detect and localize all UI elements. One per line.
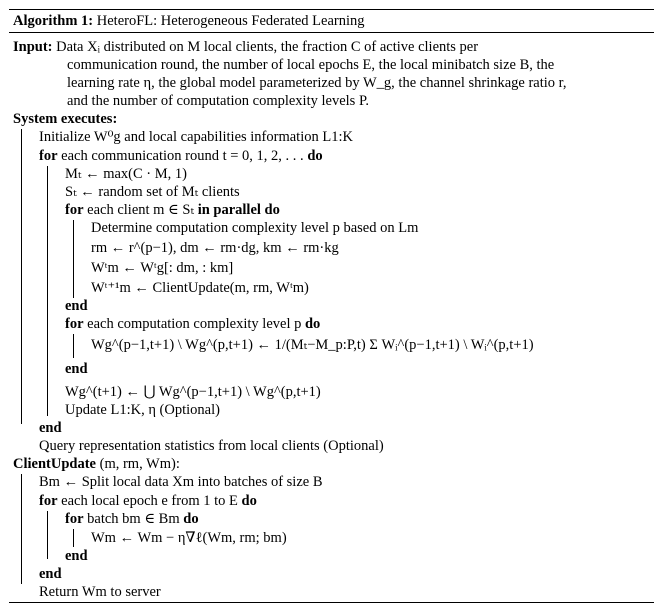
level-block-bar (73, 334, 74, 358)
end-batch-loop: end (65, 548, 88, 564)
input-line-1 (13, 38, 478, 56)
kw-do: do (307, 148, 323, 164)
line-gradient-step: Wm ← Wm − η∇ℓ(Wm, rm; bm) (91, 530, 287, 546)
for-round-text: each communication round t = 0, 1, 2, . . . (57, 148, 308, 164)
line-union: Wg^(t+1) ← ⋃ Wg^(p−1,t+1) \ Wg^(p,t+1) (65, 384, 321, 400)
algorithm-header (9, 10, 654, 33)
input-line-2: communication round, the number of local epochs E, the local minibatch size B, the (67, 57, 555, 73)
kw-in-parallel: in parallel do (197, 202, 280, 218)
line-aggregate: Wg^(p−1,t+1) \ Wg^(p,t+1) ← 1/(Mₜ−M_p:P,t) Σ Wᵢ^(p−1,t+1) \ Wᵢ^(p,t+1) (91, 337, 534, 353)
line-initialize: Initialize W⁰g and local capabilities information L1:K (39, 129, 353, 145)
line-st: Sₜ ← random set of Mₜ clients (65, 184, 240, 200)
algorithm-box (9, 9, 654, 603)
algorithm-title: HeteroFL: Heterogeneous Federated Learning (96, 13, 365, 29)
end-level-loop: end (65, 361, 88, 377)
epoch-block-bar (47, 511, 48, 559)
end-round-loop: end (39, 420, 62, 436)
client-update-signature: (m, rm, Wm): (95, 456, 180, 472)
line-query-stats: Query representation statistics from local clients (Optional) (39, 438, 384, 454)
line-client-update: Wᵗ⁺¹m ← ClientUpdate(m, rm, Wᵗm) (91, 280, 309, 296)
line-wm-slice: Wᵗm ← Wᵗg[: dm, : km] (91, 260, 234, 276)
kw-do-epoch: do (241, 493, 257, 509)
kw-for: for (39, 148, 58, 164)
end-client-loop: end (65, 298, 88, 314)
kw-for-batch: for (65, 511, 84, 527)
client-update-header (13, 455, 180, 473)
algorithm-number: Algorithm 1: (13, 13, 94, 29)
kw-for-epoch: for (39, 493, 58, 509)
client-update-bar (21, 474, 22, 584)
line-split-batches: Bm ← Split local data Xm into batches of size B (39, 474, 323, 490)
kw-for-level: for (65, 316, 84, 332)
kw-for-client: for (65, 202, 84, 218)
input-label: Input: (13, 39, 53, 55)
line-update-lk: Update L1:K, η (Optional) (65, 402, 220, 418)
input-line-4: and the number of computation complexity levels P. (67, 93, 370, 109)
line-determine-level: Determine computation complexity level p based on Lm (91, 220, 419, 236)
line-for-client (65, 201, 280, 219)
for-client-text: each client m ∈ Sₜ (83, 202, 198, 218)
client-block-bar (73, 220, 74, 298)
line-for-batch (65, 510, 199, 528)
for-epoch-text: each local epoch e from 1 to E (57, 493, 242, 509)
batch-block-bar (73, 529, 74, 547)
client-update-label: ClientUpdate (13, 456, 96, 472)
kw-do-batch: do (183, 511, 199, 527)
line-rm-dm-km: rm ← r^(p−1), dm ← rm·dg, km ← rm·kg (91, 240, 339, 256)
round-block-bar (47, 166, 48, 416)
input-text-1: Data Xᵢ distributed on M local clients, the fraction C of active clients per (56, 39, 479, 55)
line-mt: Mₜ ← max(C · M, 1) (65, 166, 187, 182)
line-for-round (39, 147, 323, 165)
input-line-3: learning rate η, the global model parameterized by W_g, the channel shrinkage ratio r, (67, 75, 567, 91)
for-level-text: each computation complexity level p (83, 316, 305, 332)
system-block-bar (21, 129, 22, 424)
end-epoch-loop: end (39, 566, 62, 582)
line-return: Return Wm to server (39, 584, 161, 600)
for-batch-text: batch bm ∈ Bm (83, 511, 184, 527)
line-for-level (65, 315, 320, 333)
line-for-epoch (39, 492, 257, 510)
kw-do-level: do (304, 316, 321, 332)
system-executes-label: System executes: (13, 111, 118, 127)
